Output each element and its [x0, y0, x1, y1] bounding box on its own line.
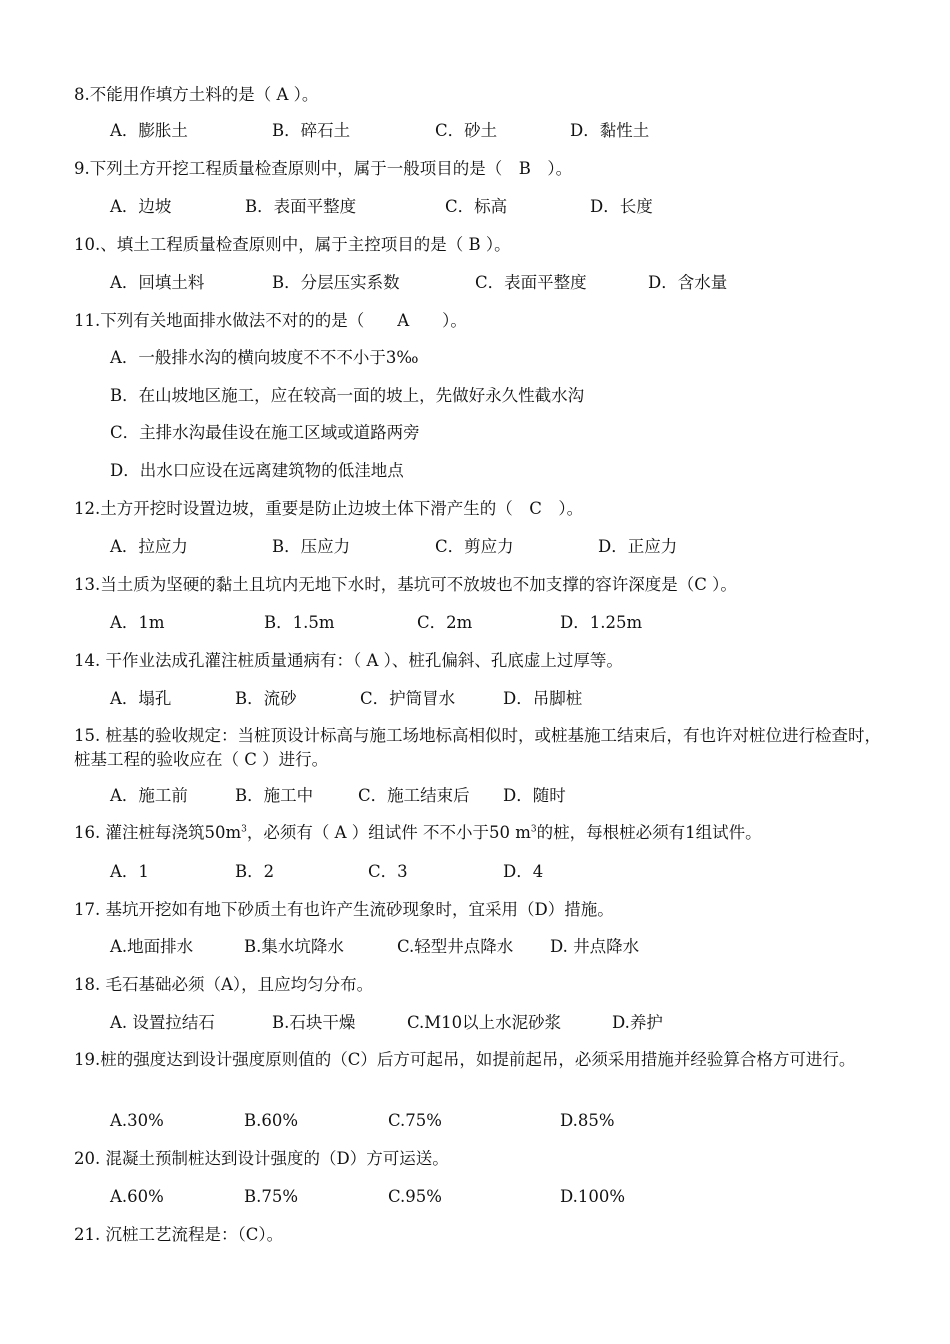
question-16-superscript-a: 3 [241, 824, 247, 835]
question-12-option-b: B．压应力 [272, 537, 351, 556]
question-15-option-b: B．施工中 [235, 786, 314, 805]
question-20-option-a: A.60% [110, 1187, 164, 1206]
question-11-option-a: A．一般排水沟的横向坡度不不不小于3‰ [110, 348, 419, 367]
question-16-option-c: C．3 [368, 862, 408, 881]
question-17-stem: 17. 基坑开挖如有地下砂质土有也许产生流砂现象时，宜采用（D）措施。 [74, 900, 614, 919]
question-9-option-c: C．标高 [445, 197, 508, 216]
question-14-stem: 14. 干作业法成孔灌注桩质量通病有：（ A ）、桩孔偏斜、孔底虚上过厚等。 [74, 651, 623, 670]
question-11-stem: 11.下列有关地面排水做法不对的的是（ A ）。 [74, 311, 467, 330]
question-18-option-d: D.养护 [612, 1013, 663, 1032]
question-13-option-c: C．2m [417, 613, 473, 632]
question-9-stem: 9.下列土方开挖工程质量检查原则中，属于一般项目的是（ B ）。 [74, 159, 573, 178]
question-11-option-b: B．在山坡地区施工，应在较高一面的坡上，先做好永久性截水沟 [110, 386, 585, 405]
question-16-option-d: D．4 [503, 862, 544, 881]
question-8-option-c: C．砂土 [435, 121, 498, 140]
question-13-stem: 13.当土质为坚硬的黏土且坑内无地下水时，基坑可不放坡也不加支撑的容许深度是（C ）。 [74, 575, 737, 594]
question-11-option-d: D．出水口应设在远离建筑物的低洼地点 [110, 461, 404, 480]
question-8-option-a: A．膨胀土 [110, 121, 188, 140]
question-9-option-a: A．边坡 [110, 197, 172, 216]
question-16-stem-part-b: ，必须有（ A ）组试件 不不小于50 m [246, 823, 531, 842]
question-16-stem [74, 822, 762, 844]
question-20-stem: 20. 混凝土预制桩达到设计强度的（D）方可运送。 [74, 1149, 449, 1168]
question-16-stem-part-c: 的桩，每根桩必须有1组试件。 [536, 823, 762, 842]
question-16-option-b: B．2 [235, 862, 275, 881]
question-8-option-b: B．碎石土 [272, 121, 351, 140]
question-17-option-c: C.轻型井点降水 [397, 937, 514, 956]
question-18-option-c: C.M10以上水泥砂浆 [407, 1013, 562, 1032]
question-20-option-b: B.75% [244, 1187, 299, 1206]
question-16-option-a: A．1 [110, 862, 149, 881]
question-16-superscript-b: 3 [530, 824, 537, 835]
question-8-option-d: D．黏性土 [570, 121, 650, 140]
question-19-stem: 19.桩的强度达到设计强度原则值的（C）后方可起吊，如提前起吊，必须采用措施并经验算合格方可进行。 [74, 1050, 856, 1069]
question-18-option-a: A. 设置拉结石 [110, 1013, 215, 1032]
question-13-option-b: B．1.5m [264, 613, 335, 632]
question-15-stem: 15. 桩基的验收规定：当桩顶设计标高与施工场地标高相似时，或桩基施工结束后，有也许对桩位进行检查时，桩基工程的验收应在（ C ）进行。 [74, 726, 881, 769]
question-10-option-b: B．分层压实系数 [272, 273, 400, 292]
question-18-option-b: B.石块干燥 [272, 1013, 356, 1032]
question-12-option-d: D．正应力 [598, 537, 678, 556]
question-13-option-a: A．1m [110, 613, 165, 632]
question-10-option-a: A．回填土料 [110, 273, 205, 292]
question-13-option-d: D．1.25m [560, 613, 643, 632]
question-10-option-c: C．表面平整度 [475, 273, 587, 292]
question-12-stem: 12.土方开挖时设置边坡，重要是防止边坡土体下滑产生的（ C ）。 [74, 499, 584, 518]
question-14-option-c: C．护筒冒水 [360, 689, 456, 708]
question-14-option-a: A．塌孔 [110, 689, 172, 708]
question-14-option-b: B．流砂 [235, 689, 297, 708]
question-15-option-c: C．施工结束后 [358, 786, 470, 805]
question-15-option-d: D．随时 [503, 786, 566, 805]
question-10-stem: 10.、填土工程质量检查原则中，属于主控项目的是（ B ）。 [74, 235, 511, 254]
question-21-stem: 21. 沉桩工艺流程是：（C）。 [74, 1225, 284, 1244]
question-12-option-c: C．剪应力 [435, 537, 514, 556]
question-16-stem-part-a: 16. 灌注桩每浇筑50m [74, 823, 242, 842]
question-9-option-b: B．表面平整度 [245, 197, 357, 216]
question-15-option-a: A．施工前 [110, 786, 188, 805]
question-14-option-d: D．吊脚桩 [503, 689, 583, 708]
question-17-option-d: D. 井点降水 [550, 937, 640, 956]
question-19-option-a: A.30% [110, 1111, 164, 1130]
question-19-option-c: C.75% [388, 1111, 442, 1130]
question-19-option-d: D.85% [560, 1111, 615, 1130]
question-10-option-d: D．含水量 [648, 273, 728, 292]
question-20-option-d: D.100% [560, 1187, 626, 1206]
question-8-stem: 8.不能用作填方土料的是（ A ）。 [74, 85, 319, 104]
question-19-option-b: B.60% [244, 1111, 299, 1130]
question-17-option-a: A.地面排水 [110, 937, 194, 956]
question-17-option-b: B.集水坑降水 [244, 937, 344, 956]
question-12-option-a: A．拉应力 [110, 537, 188, 556]
question-18-stem: 18. 毛石基础必须（A），且应均匀分布。 [74, 975, 374, 994]
question-9-option-d: D．长度 [590, 197, 653, 216]
question-20-option-c: C.95% [388, 1187, 442, 1206]
question-11-option-c: C．主排水沟最佳设在施工区域或道路两旁 [110, 423, 420, 442]
